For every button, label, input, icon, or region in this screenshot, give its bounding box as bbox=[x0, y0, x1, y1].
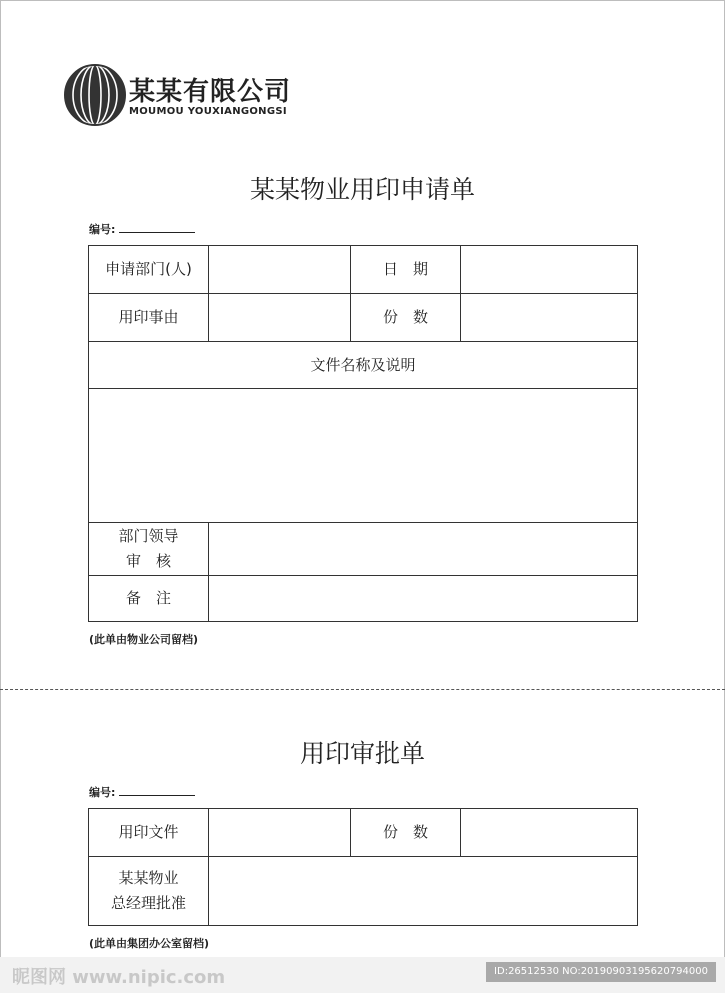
company-name-en: MOUMOU YOUXIANGONGSI bbox=[129, 106, 287, 117]
approval-doc-field[interactable] bbox=[209, 809, 351, 857]
serial-input-line[interactable] bbox=[119, 786, 195, 796]
company-logo-icon bbox=[64, 64, 126, 126]
serial-label: 编号: bbox=[89, 223, 116, 236]
cut-line bbox=[0, 689, 725, 690]
dept-label: 申请部门(人) bbox=[89, 246, 209, 294]
reason-field[interactable] bbox=[209, 294, 351, 342]
serial-input-line[interactable] bbox=[119, 223, 195, 233]
gm-approve-field[interactable] bbox=[209, 857, 638, 926]
watermark-id: ID:26512530 NO:20190903195620794000 bbox=[486, 962, 716, 982]
company-name-cn: 某某有限公司 bbox=[129, 77, 292, 107]
dept-review-field[interactable] bbox=[209, 523, 638, 576]
dept-field[interactable] bbox=[209, 246, 351, 294]
dept-review-label-line1: 部门领导 bbox=[118, 527, 179, 545]
approval-copies-label: 份 数 bbox=[351, 809, 461, 857]
date-field[interactable] bbox=[461, 246, 638, 294]
date-label: 日 期 bbox=[351, 246, 461, 294]
copies-label: 份 数 bbox=[351, 294, 461, 342]
serial-label: 编号: bbox=[89, 786, 116, 799]
remarks-field[interactable] bbox=[209, 576, 638, 622]
doc-description-field[interactable] bbox=[89, 389, 638, 523]
gm-approve-label bbox=[89, 857, 209, 926]
gm-approve-label-line2: 总经理批准 bbox=[110, 894, 186, 912]
approval-form-title: 用印审批单 bbox=[299, 739, 425, 768]
application-footnote: (此单由物业公司留档) bbox=[89, 633, 199, 646]
approval-doc-label: 用印文件 bbox=[89, 809, 209, 857]
gm-approve-label-line1: 某某物业 bbox=[118, 869, 179, 887]
copies-field[interactable] bbox=[461, 294, 638, 342]
reason-label: 用印事由 bbox=[89, 294, 209, 342]
application-serial bbox=[89, 221, 195, 237]
remarks-label: 备 注 bbox=[89, 576, 209, 622]
approval-footnote: (此单由集团办公室留档) bbox=[89, 937, 210, 950]
doc-description-header: 文件名称及说明 bbox=[89, 342, 638, 389]
approval-serial bbox=[89, 784, 195, 800]
application-form-title: 某某物业用印申请单 bbox=[249, 175, 475, 204]
dept-review-label-line2: 审 核 bbox=[125, 552, 171, 570]
approval-copies-field[interactable] bbox=[461, 809, 638, 857]
watermark-site: 昵图网 www.nipic.com bbox=[12, 967, 226, 988]
approval-form-table bbox=[88, 808, 638, 926]
dept-review-label bbox=[89, 523, 209, 576]
application-form-table bbox=[88, 245, 638, 622]
